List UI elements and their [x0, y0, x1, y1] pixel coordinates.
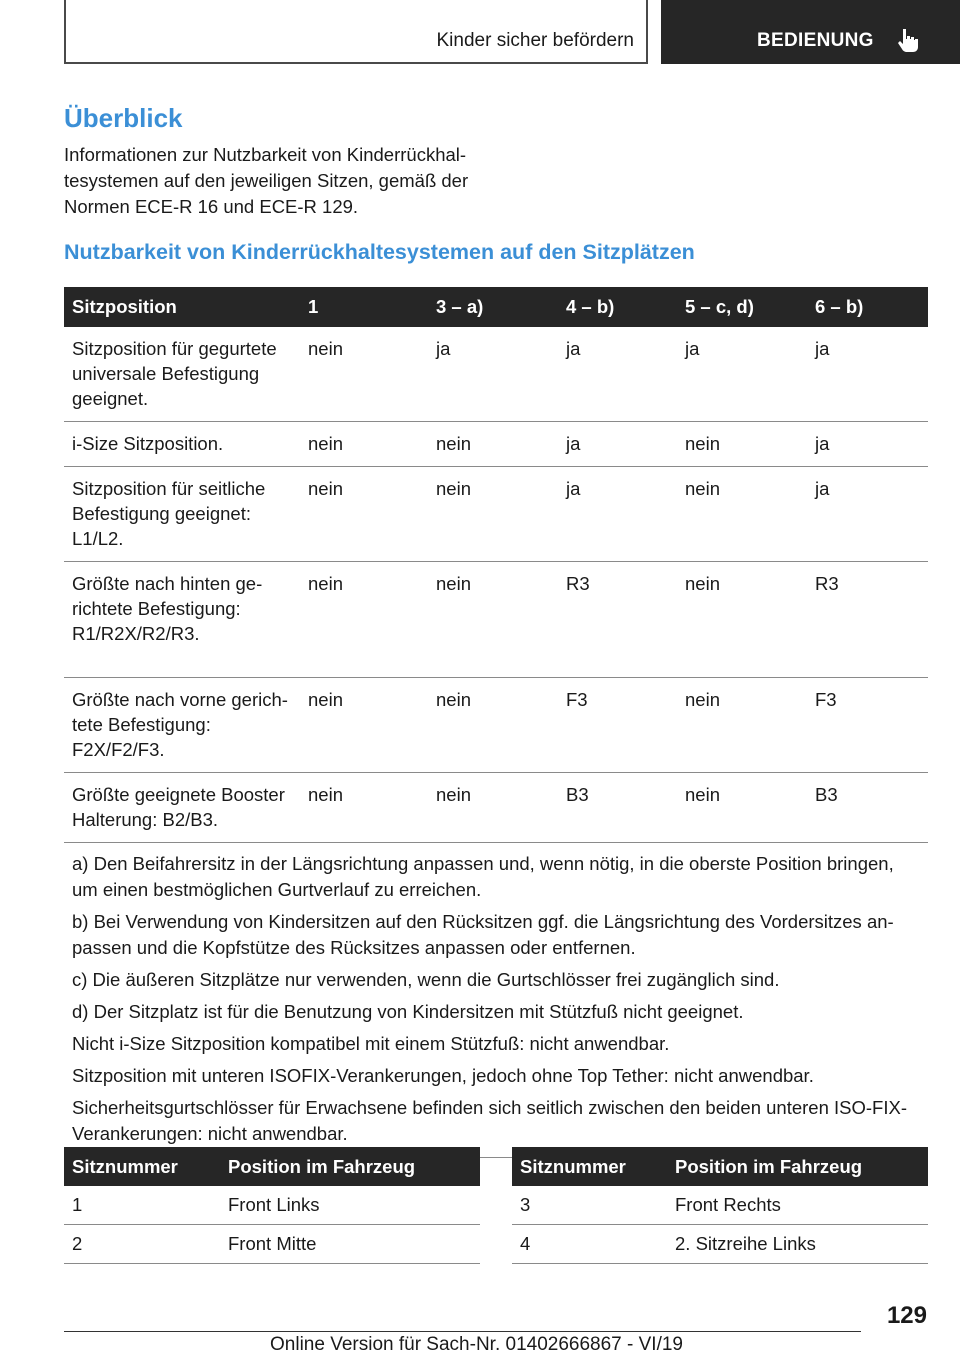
table-cell: Front Links	[220, 1186, 480, 1225]
table-cell: R3	[558, 562, 677, 678]
footnote: Nicht i-Size Sitzposition kompatibel mit einem Stützfuß: nicht anwendbar.	[72, 1033, 670, 1054]
table-header-row	[64, 287, 928, 327]
table-cell: Sitzposition für seitliche Befestigung geeignet: L1/L2.	[64, 467, 300, 562]
footer-divider	[64, 1331, 861, 1332]
table-header-row	[64, 1147, 480, 1186]
table-row	[64, 1225, 480, 1264]
table-cell: nein	[677, 562, 807, 678]
table-cell: R3	[807, 562, 928, 678]
table-cell: nein	[428, 422, 558, 467]
table-cell: nein	[428, 773, 558, 843]
table-header-row	[512, 1147, 928, 1186]
table-cell: nein	[677, 678, 807, 773]
footnote: d) Der Sitzplatz ist für die Benutzung von Kindersitzen mit Stützfuß nicht geeignet.	[72, 1001, 744, 1022]
intro-paragraph: Informationen zur Nutzbarkeit von Kinderrückhal-tesystemen auf den jeweiligen Sitzen, gemäß der Normen ECE-R 16 und ECE-R 129.	[64, 144, 469, 217]
table-cell: ja	[428, 327, 558, 422]
column-header: 4 – b)	[558, 287, 677, 327]
table-cell: ja	[558, 327, 677, 422]
table-cell: ja	[807, 467, 928, 562]
table-cell: B3	[807, 773, 928, 843]
table-cell: Front Mitte	[220, 1225, 480, 1264]
column-header: Sitznummer	[64, 1147, 220, 1186]
table-row	[64, 562, 928, 678]
column-header: Sitzposition	[64, 287, 300, 327]
table-cell: nein	[300, 678, 428, 773]
section-title: BEDIENUNG	[757, 30, 874, 51]
table-cell: ja	[558, 422, 677, 467]
hand-pointing-icon	[894, 27, 920, 53]
table-notes	[64, 843, 928, 1158]
table-cell: Sitzposition für gegurtete universale Befestigung geeignet.	[64, 327, 300, 422]
footnote: Sitzposition mit unteren ISOFIX-Verankerungen, jedoch ohne Top Tether: nicht anwendbar.	[72, 1065, 814, 1086]
table-row	[512, 1225, 928, 1264]
column-header: Sitznummer	[512, 1147, 667, 1186]
table-cell: 1	[64, 1186, 220, 1225]
table-cell: B3	[558, 773, 677, 843]
table-cell: ja	[807, 422, 928, 467]
table-cell: nein	[677, 773, 807, 843]
table-row	[64, 467, 928, 562]
footnote: Sicherheitsgurtschlösser für Erwachsene befinden sich seitlich zwischen den beiden unteren ISO-FIX-Verankerungen: nicht anwendbar.	[72, 1097, 907, 1144]
header-chapter-box	[64, 0, 648, 64]
table-cell: nein	[428, 562, 558, 678]
table-row	[64, 678, 928, 773]
child-seat-usability-table	[64, 287, 928, 1158]
footnote: b) Bei Verwendung von Kindersitzen auf den Rücksitzen ggf. die Längsrichtung des Vordersitzes an-passen und die Kopfstütze des Rücksitzes anpassen oder entfernen.	[72, 911, 894, 958]
table-cell: 4	[512, 1225, 667, 1264]
chapter-title: Kinder sicher befördern	[436, 30, 634, 51]
table-cell: nein	[677, 422, 807, 467]
table-row	[512, 1186, 928, 1225]
seat-number-table-right	[512, 1147, 928, 1264]
table-cell: nein	[428, 467, 558, 562]
table-cell: nein	[300, 562, 428, 678]
table-cell: nein	[300, 467, 428, 562]
table-cell: nein	[300, 327, 428, 422]
page-title: Überblick	[64, 103, 183, 133]
table-cell: ja	[558, 467, 677, 562]
table-cell: 2	[64, 1225, 220, 1264]
seat-number-table-left	[64, 1147, 480, 1264]
column-header: 5 – c, d)	[677, 287, 807, 327]
table-cell: nein	[677, 467, 807, 562]
table-cell: Größte nach vorne gerich-tete Befestigung: F2X/F2/F3.	[64, 678, 300, 773]
column-header: 6 – b)	[807, 287, 928, 327]
column-header: 1	[300, 287, 428, 327]
table-row	[64, 773, 928, 843]
table-cell: ja	[807, 327, 928, 422]
table-cell: 2. Sitzreihe Links	[667, 1225, 928, 1264]
table-cell: nein	[300, 422, 428, 467]
header-section-box	[661, 0, 960, 64]
table-cell: i-Size Sitzposition.	[64, 422, 300, 467]
table-cell: F3	[807, 678, 928, 773]
table-notes-row	[64, 843, 928, 1158]
footnote: a) Den Beifahrersitz in der Längsrichtung anpassen und, wenn nötig, in die oberste Position bringen, um einen bestmöglichen Gurtverlauf zu erreichen.	[72, 853, 894, 900]
table-row	[64, 1186, 480, 1225]
table-cell: Größte geeignete Booster Halterung: B2/B3.	[64, 773, 300, 843]
table-cell: nein	[300, 773, 428, 843]
footnote: c) Die äußeren Sitzplätze nur verwenden, wenn die Gurtschlösser frei zugänglich sind.	[72, 969, 780, 990]
footer-version-text: Online Version für Sach-Nr. 01402666867 - VI/19	[270, 1334, 683, 1355]
table-cell: ja	[677, 327, 807, 422]
table-cell: Front Rechts	[667, 1186, 928, 1225]
column-header: Position im Fahrzeug	[667, 1147, 928, 1186]
table-cell: nein	[428, 678, 558, 773]
table-cell: Größte nach hinten ge-richtete Befestigung: R1/R2X/R2/R3.	[64, 562, 300, 678]
column-header: Position im Fahrzeug	[220, 1147, 480, 1186]
page-number: 129	[886, 1302, 927, 1329]
table-cell: 3	[512, 1186, 667, 1225]
column-header: 3 – a)	[428, 287, 558, 327]
section-subtitle: Nutzbarkeit von Kinderrückhaltesystemen auf den Sitzplätzen	[64, 240, 695, 264]
table-cell: F3	[558, 678, 677, 773]
table-row	[64, 422, 928, 467]
table-row	[64, 327, 928, 422]
